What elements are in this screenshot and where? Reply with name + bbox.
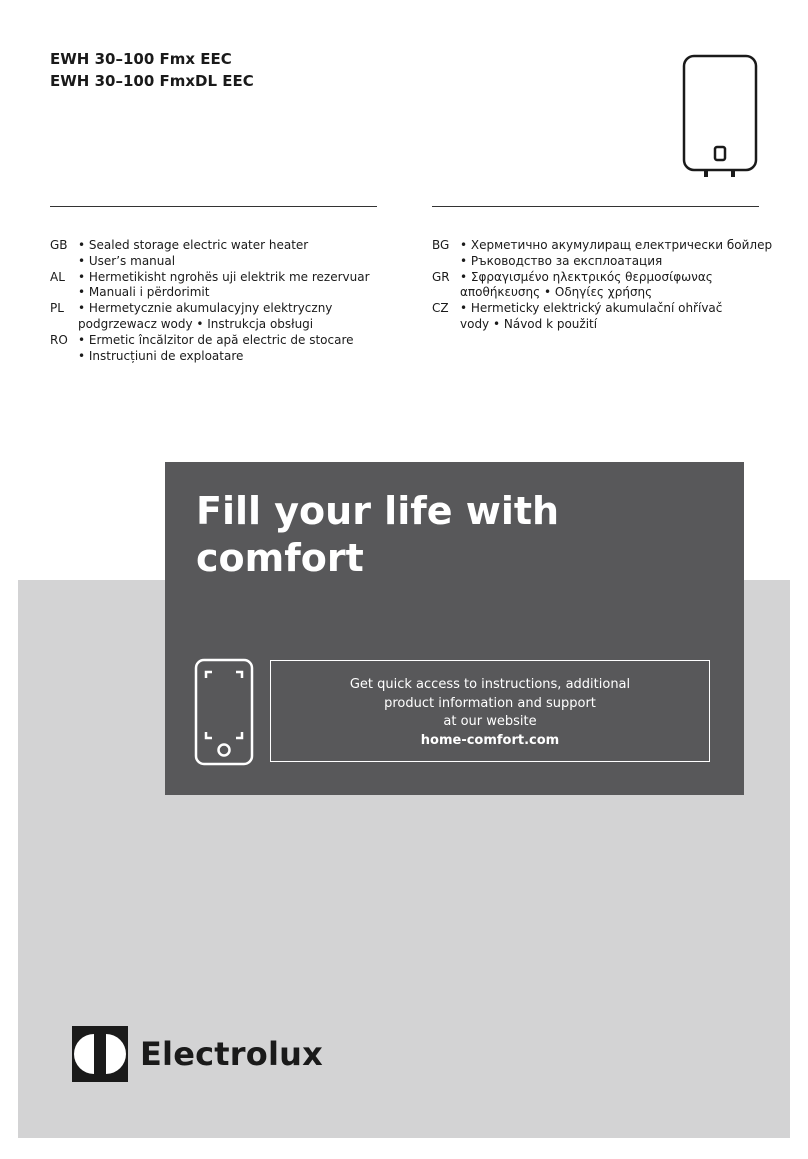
smartphone-icon: [194, 658, 256, 766]
language-code: GB: [50, 238, 68, 252]
language-line: • Sealed storage electric water heater: [78, 238, 309, 252]
language-code: RO: [50, 332, 68, 347]
promo-title: [196, 488, 559, 582]
website-info-box: [270, 660, 710, 762]
language-line: • Hermeticky elektrický akumulační ohřívač: [460, 301, 723, 316]
language-line: podgrzewacz wody • Instrukcja obsługi: [78, 316, 314, 331]
brand-name: Electrolux: [140, 1035, 323, 1073]
brand-logo: [72, 1026, 323, 1082]
info-line: at our website: [443, 714, 537, 729]
language-line: • Instrucțiuni de exploatare: [78, 348, 244, 363]
language-entry-bg: [432, 238, 772, 270]
info-line: product information and support: [384, 695, 596, 711]
info-line: Get quick access to instructions, additional: [349, 677, 631, 692]
language-line: • Hermetycznie akumulacyjny elektryczny: [78, 301, 333, 316]
language-line: • Hermetikisht ngrohës uji elektrik me rezervuar: [78, 269, 370, 284]
language-list-left: [50, 238, 390, 364]
electrolux-logo-icon: [72, 1026, 128, 1082]
promo-title-line: Fill your life with: [196, 489, 560, 533]
website-link[interactable]: home-comfort.com: [420, 732, 560, 748]
language-entry-pl: [50, 301, 390, 333]
language-line: • User’s manual: [78, 253, 176, 268]
language-line: αποθήκευσης • Οδηγίες χρήσης: [460, 285, 653, 300]
language-code: CZ: [432, 301, 449, 316]
model-name-2: EWH 30–100 FmxDL EEC: [50, 72, 254, 90]
language-entry-cz: [432, 301, 772, 333]
language-line: • Херметично акумулиращ електрически бойлер: [460, 238, 773, 252]
language-code: GR: [432, 269, 450, 284]
language-entry-gb: [50, 238, 390, 270]
model-names: [50, 48, 254, 92]
language-line: vody • Návod k použití: [460, 316, 598, 331]
promo-panel: [165, 462, 744, 795]
language-line: • Manuali i përdorimit: [78, 285, 210, 300]
language-code: AL: [50, 269, 65, 284]
water-heater-icon: [682, 54, 758, 178]
model-name-1: EWH 30–100 Fmx EEC: [50, 50, 232, 68]
language-entry-ro: [50, 333, 390, 365]
language-entry-gr: [432, 270, 772, 302]
divider-right: [432, 206, 759, 207]
language-line: • Ръководство за експлоатация: [460, 253, 663, 268]
language-line: • Σφραγισμένο ηλεκτρικός θερμοσίφωνας: [460, 269, 713, 284]
divider-left: [50, 206, 377, 207]
language-code: BG: [432, 238, 450, 252]
language-entry-al: [50, 270, 390, 302]
language-list-right: [432, 238, 772, 333]
promo-title-line: comfort: [196, 536, 364, 580]
language-line: • Ermetic încălzitor de apă electric de stocare: [78, 332, 354, 347]
language-code: PL: [50, 301, 64, 316]
